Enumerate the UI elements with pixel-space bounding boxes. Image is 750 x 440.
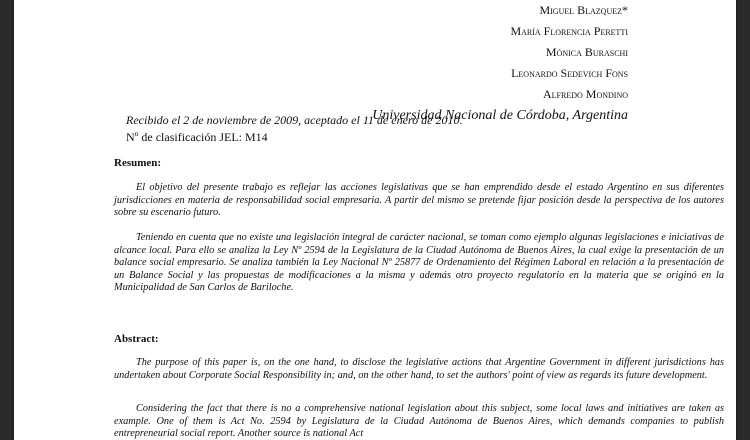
resumen-heading: Resumen: [114,157,162,169]
abstract-paragraph-1: The purpose of this paper is, on the one hand, to disclose the legislative actions that Argentine Government in different jurisdictions has undertaken about Corporate Social Responsibility in; and, on the other hand, to set the authors' point of view as regards its future development. [114,357,724,381]
author-name: Leonardo Sedevich Fons [511,66,628,80]
author-name: Miguel Blazquez* [539,3,628,17]
affiliation: Universidad Nacional de Córdoba, Argentina [372,108,628,123]
document-page [14,0,736,440]
author-name: María Florencia Peretti [510,24,628,38]
author-block [372,0,628,126]
abstract-paragraph-2: Considering the fact that there is no a comprehensive national legislation about this subject, some local laws and initiatives are taken as example. One of them is Act No. 2594 by Legislatura de la Ciudad Autónoma de Buenos Aires, which demands companies to publish entrepreneurial social report. Another source is national Act [114,403,724,439]
author-name: Mónica Buraschi [545,45,628,59]
author-name: Alfredo Mondino [543,87,628,101]
jel-classification: Nº de clasificación JEL: M14 [126,130,268,144]
received-date: Recibido el 2 de noviembre de 2009, aceptado el 11 de enero de 2010. [126,113,463,127]
resumen-paragraph-2: Teniendo en cuenta que no existe una legislación integral de carácter nacional, se toman como ejemplo algunas legislaciones e iniciativas de alcance local. Para ello se analiza la Ley Nº 2594 de la Legislatura de la Ciudad Autónoma de Buenos Aires, la cual exige la presentación de un balance social empresario. Se analiza también la Ley Nacional Nº 25877 de Ordenamiento del Régimen Laboral en relación a la presentación de un Balance Social y las propuestas de modificaciones a la misma y además otro proyecto regulatorio en la materia que se originó en la Municipalidad de San Carlos de Bariloche. [114,232,724,293]
resumen-paragraph-1: El objetivo del presente trabajo es reflejar las acciones legislativas que se han emprendido desde el estado Argentino en sus diferentes jurisdicciones en materia de responsabilidad social empresaria. A partir del mismo se pretende fijar posición desde la perspectiva de los autores sobre su escenario futuro. [114,182,724,218]
abstract-heading: Abstract: [114,333,159,345]
